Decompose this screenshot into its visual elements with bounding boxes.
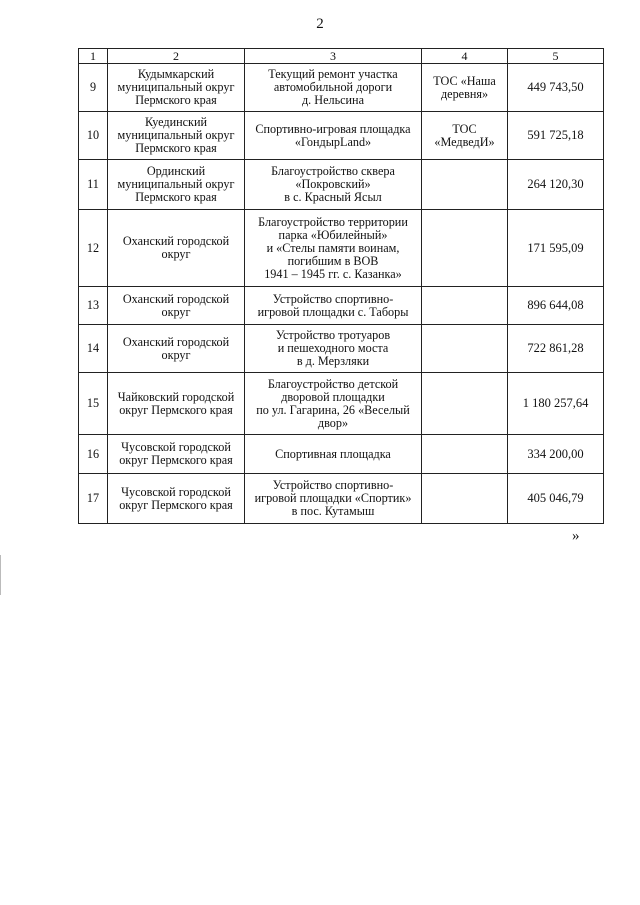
table-row bbox=[79, 210, 604, 287]
tos-cell bbox=[422, 287, 508, 325]
municipality-cell: Оханский городской округ bbox=[108, 325, 245, 373]
header-cell: 1 bbox=[79, 49, 108, 64]
table-row bbox=[79, 287, 604, 325]
row-number: 14 bbox=[79, 325, 108, 373]
scan-edge-mark bbox=[0, 555, 1, 595]
table-row bbox=[79, 325, 604, 373]
amount-cell: 1 180 257,64 bbox=[508, 373, 604, 435]
project-cell: Благоустройство детской дворовой площадки по ул. Гагарина, 26 «Веселый двор» bbox=[245, 373, 422, 435]
amount-cell: 171 595,09 bbox=[508, 210, 604, 287]
amount-cell: 449 743,50 bbox=[508, 64, 604, 112]
table-row bbox=[79, 474, 604, 524]
tos-cell: ТОС «Наша деревня» bbox=[422, 64, 508, 112]
amount-cell: 896 644,08 bbox=[508, 287, 604, 325]
tos-cell bbox=[422, 325, 508, 373]
tos-cell bbox=[422, 474, 508, 524]
project-cell: Устройство тротуаров и пешеходного моста в д. Мерзляки bbox=[245, 325, 422, 373]
project-cell: Устройство спортивно- игровой площадки с. Таборы bbox=[245, 287, 422, 325]
project-cell: Устройство спортивно- игровой площадки «Спортик» в пос. Кутамыш bbox=[245, 474, 422, 524]
row-number: 15 bbox=[79, 373, 108, 435]
header-cell: 3 bbox=[245, 49, 422, 64]
municipality-cell: Кудымкарский муниципальный округ Пермского края bbox=[108, 64, 245, 112]
row-number: 9 bbox=[79, 64, 108, 112]
table-row bbox=[79, 64, 604, 112]
project-cell: Благоустройство территории парка «Юбилейный» и «Стелы памяти воинам, погибшим в ВОВ 1941 – 1945 гг. с. Казанка» bbox=[245, 210, 422, 287]
table-row bbox=[79, 435, 604, 474]
municipality-cell: Чусовской городской округ Пермского края bbox=[108, 474, 245, 524]
tos-cell bbox=[422, 160, 508, 210]
municipality-cell: Чусовской городской округ Пермского края bbox=[108, 435, 245, 474]
row-number: 10 bbox=[79, 112, 108, 160]
project-cell: Благоустройство сквера «Покровский» в с. Красный Ясыл bbox=[245, 160, 422, 210]
municipality-cell: Оханский городской округ bbox=[108, 287, 245, 325]
row-number: 17 bbox=[79, 474, 108, 524]
project-cell: Спортивно-игровая площадка «ГондырLand» bbox=[245, 112, 422, 160]
municipality-cell: Куединский муниципальный округ Пермского края bbox=[108, 112, 245, 160]
row-number: 12 bbox=[79, 210, 108, 287]
tos-cell: ТОС «МедведИ» bbox=[422, 112, 508, 160]
amount-cell: 334 200,00 bbox=[508, 435, 604, 474]
table-row bbox=[79, 160, 604, 210]
project-cell: Спортивная площадка bbox=[245, 435, 422, 474]
tos-cell bbox=[422, 210, 508, 287]
header-cell: 2 bbox=[108, 49, 245, 64]
row-number: 11 bbox=[79, 160, 108, 210]
municipality-cell: Ординский муниципальный округ Пермского края bbox=[108, 160, 245, 210]
project-cell: Текущий ремонт участка автомобильной дороги д. Нельсина bbox=[245, 64, 422, 112]
header-cell: 5 bbox=[508, 49, 604, 64]
amount-cell: 405 046,79 bbox=[508, 474, 604, 524]
tos-cell bbox=[422, 435, 508, 474]
municipality-cell: Оханский городской округ bbox=[108, 210, 245, 287]
page-number: 2 bbox=[316, 16, 324, 32]
projects-table bbox=[78, 48, 604, 524]
row-number: 16 bbox=[79, 435, 108, 474]
amount-cell: 264 120,30 bbox=[508, 160, 604, 210]
municipality-cell: Чайковский городской округ Пермского края bbox=[108, 373, 245, 435]
table-header-row bbox=[79, 49, 604, 64]
closing-quote: » bbox=[572, 528, 580, 544]
tos-cell bbox=[422, 373, 508, 435]
row-number: 13 bbox=[79, 287, 108, 325]
table-row bbox=[79, 112, 604, 160]
amount-cell: 591 725,18 bbox=[508, 112, 604, 160]
table-row bbox=[79, 373, 604, 435]
amount-cell: 722 861,28 bbox=[508, 325, 604, 373]
header-cell: 4 bbox=[422, 49, 508, 64]
